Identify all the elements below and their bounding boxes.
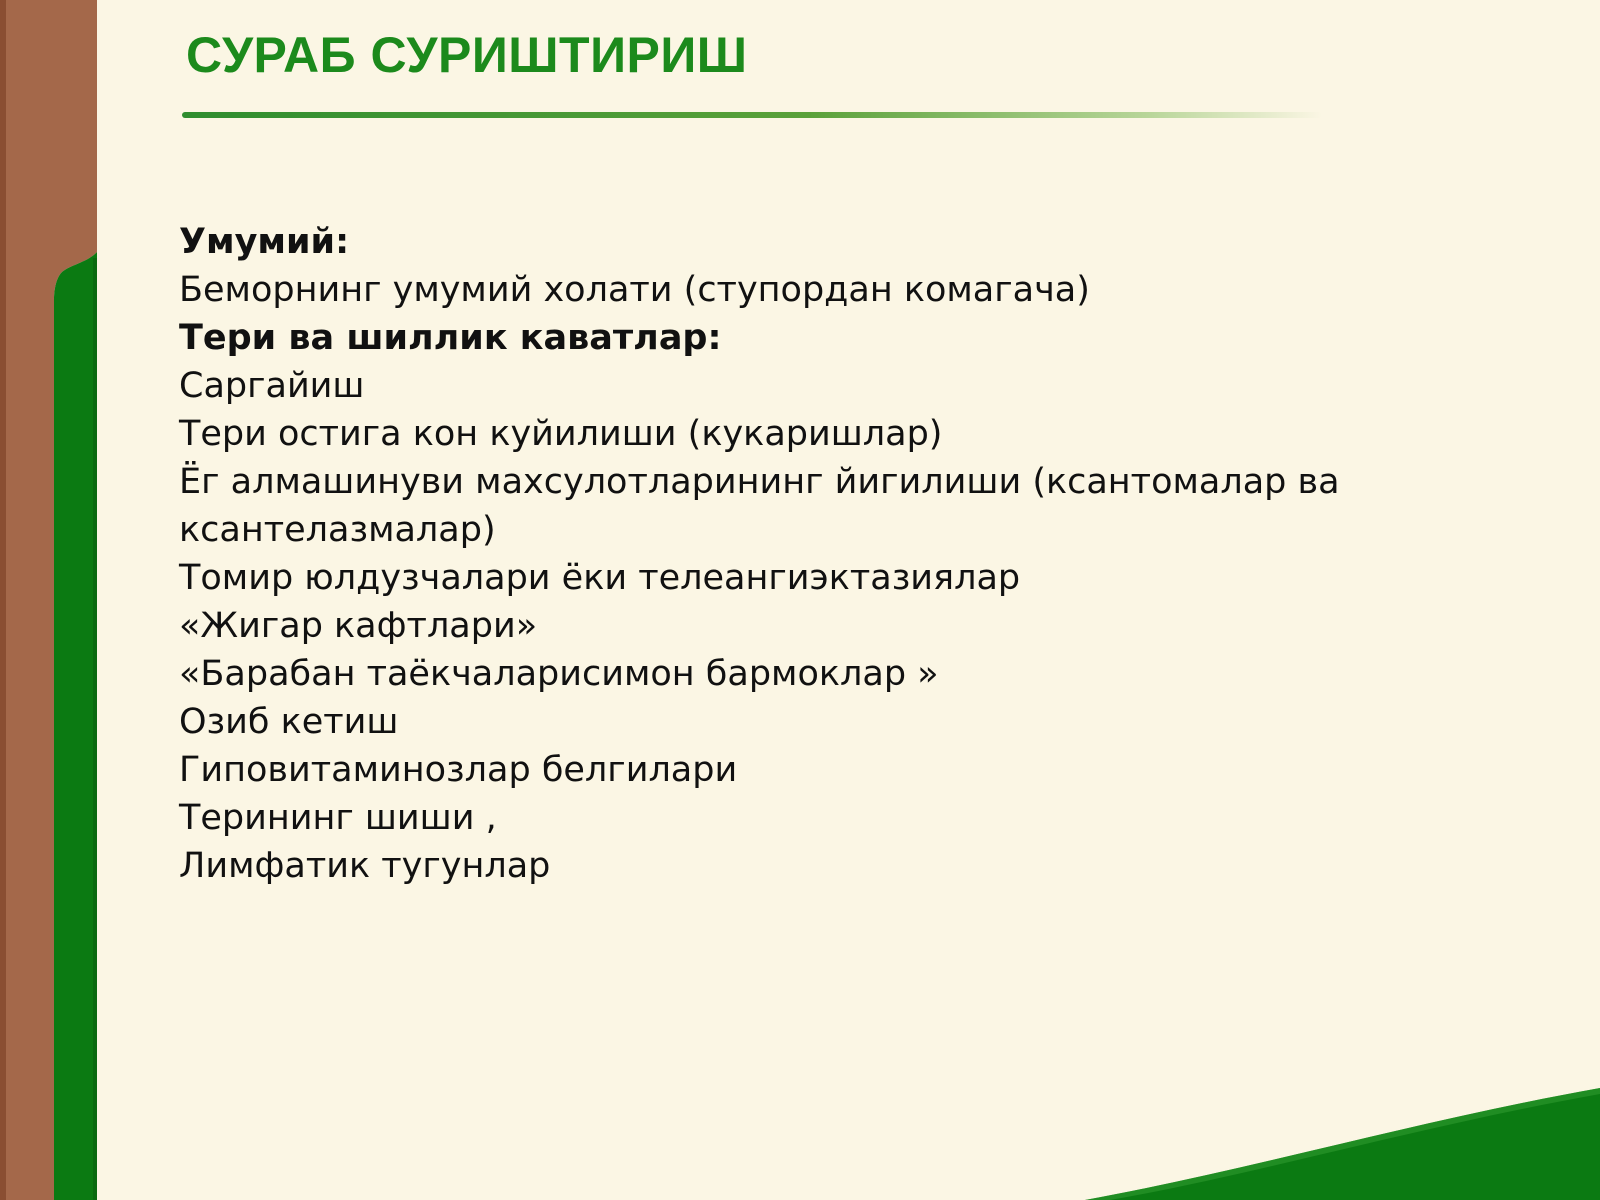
section-heading-skin: Тери ва шиллик каватлар: xyxy=(179,318,722,358)
list-item: Лимфатик тугунлар xyxy=(179,846,551,886)
list-item: «Жигар кафтлари» xyxy=(179,606,538,646)
list-item: Ёг алмашинуви махсулотларининг йигилиши (ксантомалар ва ксантелазмалар) xyxy=(179,462,1340,550)
slide-content xyxy=(179,218,1459,890)
list-item: «Барабан таёкчаларисимон бармоклар » xyxy=(179,654,939,694)
section-heading-general: Умумий: xyxy=(179,222,350,262)
list-item: Озиб кетиш xyxy=(179,702,399,742)
list-item: Саргайиш xyxy=(179,366,365,406)
slide-title: СУРАБ СУРИШТИРИШ xyxy=(186,27,748,83)
list-item: Терининг шиши , xyxy=(179,798,497,838)
list-item: Беморнинг умумий холати (ступордан комагача) xyxy=(179,270,1090,310)
left-brown-strip-edge xyxy=(0,0,6,1200)
list-item: Тери остига кон куйилиши (кукаришлар) xyxy=(179,414,943,454)
list-item: Томир юлдузчалари ёки телеангиэктазиялар xyxy=(179,558,1021,598)
left-green-strip-inner xyxy=(93,258,97,1200)
list-item: Гиповитаминозлар белгилари xyxy=(179,750,738,790)
left-green-strip xyxy=(54,252,97,1200)
title-underline xyxy=(182,112,1322,118)
